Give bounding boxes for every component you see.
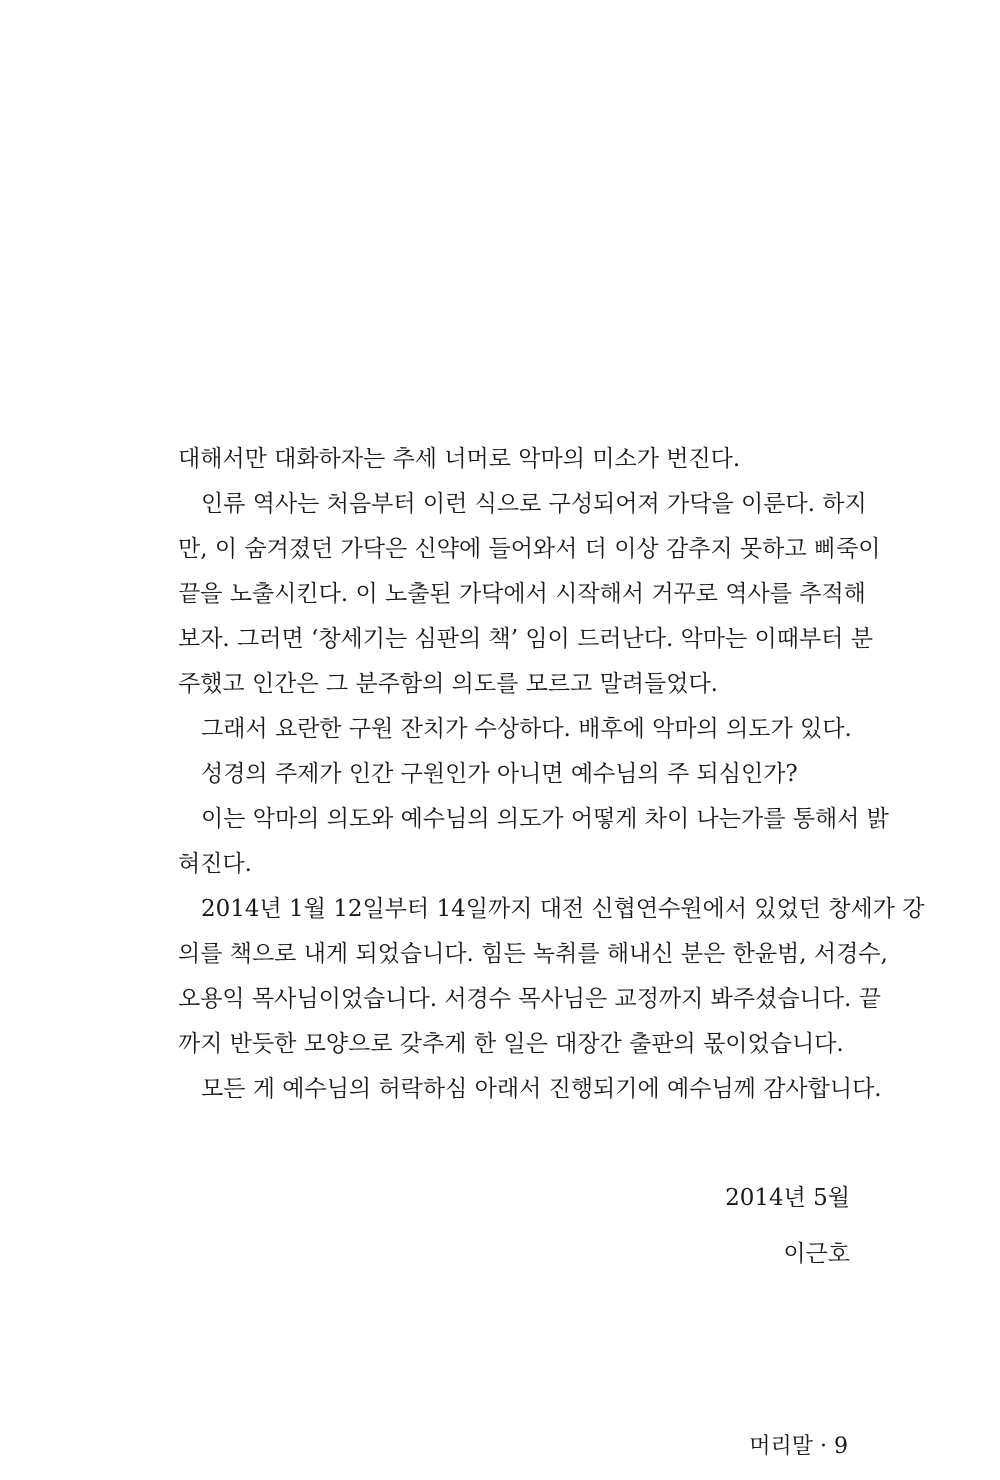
text-line: 모든 게 예수님의 허락하심 아래서 진행되기에 예수님께 감사합니다. <box>201 1076 882 1102</box>
text-line: 성경의 주제가 인간 구원인가 아니면 예수님의 주 되심인가? <box>201 761 798 787</box>
text-line: 보자. 그러면 ‘창세기는 심판의 책’ 임이 드러난다. 악마는 이때부터 분 <box>178 626 873 652</box>
signoff <box>725 1170 850 1282</box>
text-line: 끝을 노출시킨다. 이 노출된 가닥에서 시작해서 거꾸로 역사를 추적해 <box>178 581 866 607</box>
preface-body <box>178 437 925 1112</box>
text-line: 인류 역사는 처음부터 이런 식으로 구성되어져 가닥을 이룬다. 하지 <box>201 491 867 517</box>
text-line: 주했고 인간은 그 분주함의 의도를 모르고 말려들었다. <box>178 671 718 697</box>
signoff-author: 이근호 <box>783 1241 850 1267</box>
text-line: 까지 반듯한 모양으로 갖추게 한 일은 대장간 출판의 몫이었습니다. <box>178 1031 844 1057</box>
text-line: 오용익 목사님이었습니다. 서경수 목사님은 교정까지 봐주셨습니다. 끝 <box>178 986 881 1012</box>
footer-separator: · <box>820 1434 827 1459</box>
text-line: 그래서 요란한 구원 잔치가 수상하다. 배후에 악마의 의도가 있다. <box>201 716 852 742</box>
footer-section-title: 머리말 <box>749 1434 813 1459</box>
text-line: 의를 책으로 내게 되었습니다. 힘든 녹취를 해내신 분은 한윤범, 서경수, <box>178 941 888 967</box>
text-line: 이는 악마의 의도와 예수님의 의도가 어떻게 차이 나는가를 통해서 밝 <box>201 806 889 832</box>
signoff-date: 2014년 5월 <box>725 1185 850 1211</box>
page-number: 9 <box>834 1434 848 1459</box>
text-line: 혀진다. <box>178 851 252 877</box>
text-line: 2014년 1월 12일부터 14일까지 대전 신협연수원에서 있었던 창세가 강 <box>201 896 925 922</box>
text-line: 대해서만 대화하자는 추세 너머로 악마의 미소가 번진다. <box>178 446 741 472</box>
page-footer <box>749 1433 848 1461</box>
text-line: 만, 이 숨겨졌던 가닥은 신약에 들어와서 더 이상 감추지 못하고 삐죽이 <box>178 536 881 562</box>
